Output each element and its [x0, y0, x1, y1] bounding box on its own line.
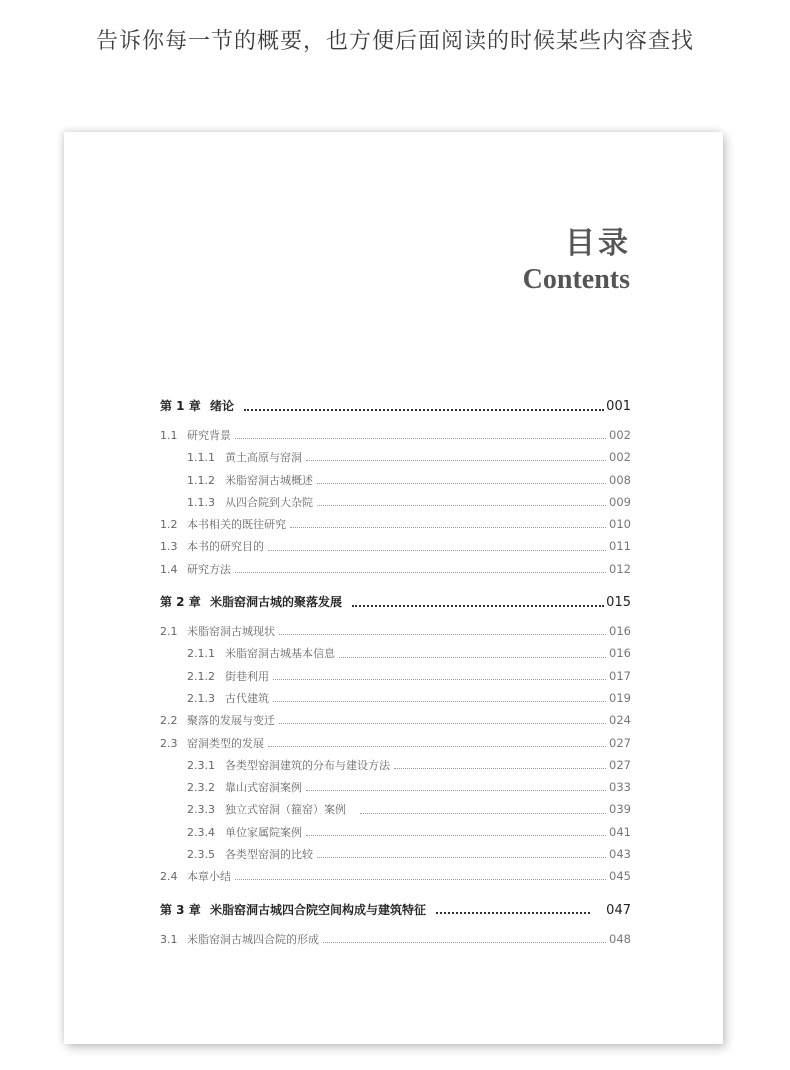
toc-entry[interactable] [160, 687, 631, 709]
toc-page-number: 017 [609, 668, 631, 683]
toc-page-number: 008 [609, 472, 631, 487]
toc-entry[interactable] [160, 558, 631, 580]
toc-label: 米脂窑洞古城四合院的形成 [187, 932, 319, 946]
toc-page-number: 019 [609, 690, 631, 705]
toc-page-number: 024 [609, 713, 631, 728]
dot-leader [235, 571, 606, 573]
toc-label: 聚落的发展与变迁 [187, 714, 275, 728]
toc-number: 2.1.3 [187, 691, 215, 705]
toc-number: 1.4 [160, 562, 178, 576]
toc-page-number: 002 [609, 450, 631, 465]
toc-chapter-1[interactable] [160, 394, 631, 418]
toc-entry[interactable] [160, 424, 631, 446]
toc-number: 1.1.3 [187, 495, 215, 509]
toc-entry[interactable] [160, 928, 631, 950]
toc-page-number: 016 [609, 646, 631, 661]
toc-number: 1.2 [160, 518, 178, 532]
toc-entry[interactable] [160, 535, 631, 557]
toc-entry[interactable] [160, 843, 631, 865]
toc-page-number: 001 [606, 399, 631, 414]
dot-leader [339, 656, 606, 658]
toc-number: 2.3.1 [187, 758, 215, 772]
toc-number: 2.3 [160, 736, 178, 750]
toc-page-number: 012 [609, 561, 631, 576]
toc-number: 2.2 [160, 714, 178, 728]
toc-entry[interactable] [160, 821, 631, 843]
toc-number: 2.3.5 [187, 848, 215, 862]
toc-number: 2.1.2 [187, 669, 215, 683]
toc-page-number: 027 [609, 735, 631, 750]
toc-number: 3.1 [160, 932, 178, 946]
dot-leader [290, 526, 606, 528]
toc-number: 1.1.1 [187, 451, 215, 465]
dot-leader [244, 408, 604, 411]
toc-label: 单位家属院案例 [225, 825, 302, 839]
toc-entry[interactable] [160, 665, 631, 687]
toc-page-number: 009 [609, 494, 631, 509]
toc-number: 1.3 [160, 540, 178, 554]
toc-page-number: 010 [609, 517, 631, 532]
toc-entry[interactable] [160, 754, 631, 776]
toc-label: 窑洞类型的发展 [187, 736, 264, 750]
toc-number: 第 3 章 [160, 902, 201, 917]
dot-leader [279, 633, 606, 635]
table-of-contents [160, 394, 631, 950]
toc-entry[interactable] [160, 620, 631, 642]
toc-page-number: 043 [609, 847, 631, 862]
dot-leader [394, 767, 606, 769]
toc-entry[interactable] [160, 513, 631, 535]
toc-label: 米脂窑洞古城四合院空间构成与建筑特征 [210, 902, 427, 917]
toc-number: 第 2 章 [160, 595, 201, 610]
toc-number: 2.3.4 [187, 825, 215, 839]
toc-number: 1.1 [160, 429, 178, 442]
dot-leader [306, 459, 606, 461]
dot-leader [360, 812, 606, 814]
toc-label: 本书的研究目的 [187, 540, 264, 554]
dot-leader [306, 834, 606, 836]
dot-leader [273, 678, 606, 680]
toc-label: 独立式窑洞（箍窑）案例 [225, 803, 346, 817]
dot-leader [235, 437, 606, 439]
toc-label: 各类型窑洞的比较 [225, 848, 313, 862]
toc-label: 研究背景 [187, 429, 231, 442]
toc-number: 2.1.1 [187, 647, 215, 661]
toc-page-number: 041 [609, 824, 631, 839]
toc-label: 街巷利用 [225, 669, 269, 683]
toc-number: 2.1 [160, 625, 178, 639]
dot-leader [317, 856, 606, 858]
toc-page-number: 027 [609, 757, 631, 772]
dot-leader [317, 504, 606, 506]
toc-entry[interactable] [160, 865, 631, 887]
toc-entry[interactable] [160, 709, 631, 731]
toc-page-number: 048 [609, 931, 631, 946]
dot-leader [268, 549, 606, 551]
toc-page-number: 045 [609, 869, 631, 884]
toc-label: 米脂窑洞古城的聚落发展 [210, 595, 343, 610]
toc-entry[interactable] [160, 776, 631, 798]
toc-page-number: 033 [609, 780, 631, 795]
toc-label: 古代建筑 [225, 691, 269, 705]
toc-label: 绪论 [210, 399, 235, 413]
toc-page-number: 016 [609, 624, 631, 639]
toc-label: 靠山式窑洞案例 [225, 781, 302, 795]
toc-label: 研究方法 [187, 562, 231, 576]
toc-entry[interactable] [160, 642, 631, 664]
dot-leader [352, 604, 604, 607]
toc-page-number: 039 [609, 802, 631, 817]
dot-leader [317, 482, 606, 484]
toc-title-en: Contents [522, 264, 630, 295]
toc-page-number: 002 [609, 428, 631, 442]
toc-entry[interactable] [160, 446, 631, 468]
toc-title-cn: 目录 [565, 226, 631, 261]
dot-leader [323, 941, 606, 943]
dot-leader [235, 878, 606, 880]
page-caption: 告诉你每一节的概要，也方便后面阅读的时候某些内容查找 [95, 29, 694, 54]
dot-leader [306, 789, 606, 791]
toc-number: 第 1 章 [160, 399, 201, 413]
toc-label: 米脂窑洞古城概述 [225, 473, 313, 487]
toc-chapter-2[interactable] [160, 590, 631, 614]
dot-leader [268, 745, 606, 747]
toc-label: 各类型窑洞建筑的分布与建设方法 [225, 758, 390, 772]
toc-entry[interactable] [160, 469, 631, 491]
toc-entry[interactable] [160, 491, 631, 513]
dot-leader [436, 911, 590, 914]
toc-label: 本书相关的既往研究 [187, 518, 286, 532]
toc-label: 米脂窑洞古城现状 [187, 625, 275, 639]
toc-page-number: 011 [609, 539, 631, 554]
dot-leader [273, 700, 606, 702]
toc-label: 黄土高原与窑洞 [225, 451, 302, 465]
toc-page-number: 015 [606, 595, 631, 611]
toc-page-number: 047 [606, 902, 631, 918]
toc-label: 本章小结 [187, 870, 231, 884]
toc-entry[interactable] [160, 798, 631, 820]
dot-leader [279, 722, 606, 724]
toc-label: 米脂窑洞古城基本信息 [225, 647, 335, 661]
toc-entry[interactable] [160, 732, 631, 754]
toc-chapter-3[interactable] [160, 898, 631, 922]
toc-label: 从四合院到大杂院 [225, 495, 313, 509]
toc-number: 1.1.2 [187, 473, 215, 487]
toc-number: 2.3.3 [187, 803, 215, 817]
book-page [64, 132, 723, 1044]
toc-number: 2.3.2 [187, 781, 215, 795]
toc-number: 2.4 [160, 870, 178, 884]
